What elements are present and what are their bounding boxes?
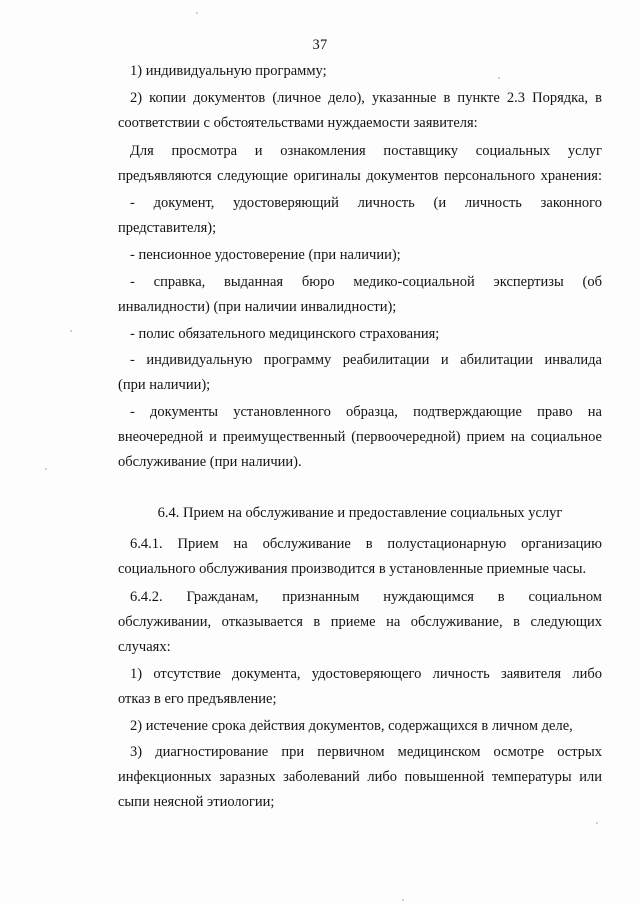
scan-speck	[498, 77, 500, 79]
text-line: социального обслуживания производится в установленные приемные часы.	[118, 561, 587, 577]
text-line: инфекционных заразных заболеваний либо повышенной температуры или	[118, 769, 602, 785]
section-heading: 6.4. Прием на обслуживание и предоставление социальных услуг	[157, 505, 563, 521]
text-line: внеочередной и преимущественный (первоочередной) прием на социальное	[118, 429, 602, 445]
list-item-identity-document: - документ, удостоверяющий личность (и личность законного	[130, 195, 602, 211]
list-item-rehabilitation-program: - индивидуальную программу реабилитации и абилитации инвалида	[130, 352, 602, 368]
paragraph-originals: Для просмотра и ознакомления поставщику социальных услуг	[130, 143, 602, 159]
list-item-diagnosis: 3) диагностирование при первичном медицинском осмотре острых	[130, 744, 602, 760]
text-line: случаях:	[118, 639, 171, 655]
scan-speck	[596, 822, 598, 824]
list-item-expired-documents: 2) истечение срока действия документов, содержащихся в личном деле,	[130, 718, 573, 734]
text-line: сыпи неясной этиологии;	[118, 794, 275, 810]
scan-speck	[45, 468, 47, 470]
paragraph-6-4-1: 6.4.1. Прием на обслуживание в полустационарную организацию	[130, 536, 602, 552]
list-item-pension-certificate: - пенсионное удостоверение (при наличии);	[130, 247, 401, 263]
text-line: обслуживание (при наличии).	[118, 454, 302, 470]
scan-speck	[402, 899, 404, 901]
text-line: соответствии с обстоятельствами нуждаемости заявителя:	[118, 115, 478, 131]
list-item-individual-program: 1) индивидуальную программу;	[130, 63, 327, 79]
list-item-no-identity-document: 1) отсутствие документа, удостоверяющего личность заявителя либо	[130, 666, 602, 682]
text-line: инвалидности) (при наличии инвалидности);	[118, 299, 397, 315]
scan-speck	[196, 12, 198, 14]
list-item-disability-certificate: - справка, выданная бюро медико-социальной экспертизы (об	[130, 274, 602, 290]
text-line: (при наличии);	[118, 377, 211, 393]
page-number: 37	[312, 37, 328, 53]
list-item-document-copies: 2) копии документов (личное дело), указанные в пункте 2.3 Порядка, в	[130, 90, 602, 106]
scan-speck	[70, 330, 72, 332]
text-line: отказ в его предъявление;	[118, 691, 277, 707]
text-line: предъявляются следующие оригиналы документов персонального хранения:	[118, 168, 602, 184]
text-line: обслуживании, отказывается в приеме на обслуживание, в следующих	[118, 614, 602, 630]
paragraph-6-4-2: 6.4.2. Гражданам, признанным нуждающимся в социальном	[130, 589, 602, 605]
list-item-priority-documents: - документы установленного образца, подтверждающие право на	[130, 404, 602, 420]
text-line: представителя);	[118, 220, 217, 236]
list-item-insurance-policy: - полис обязательного медицинского страхования;	[130, 326, 440, 342]
